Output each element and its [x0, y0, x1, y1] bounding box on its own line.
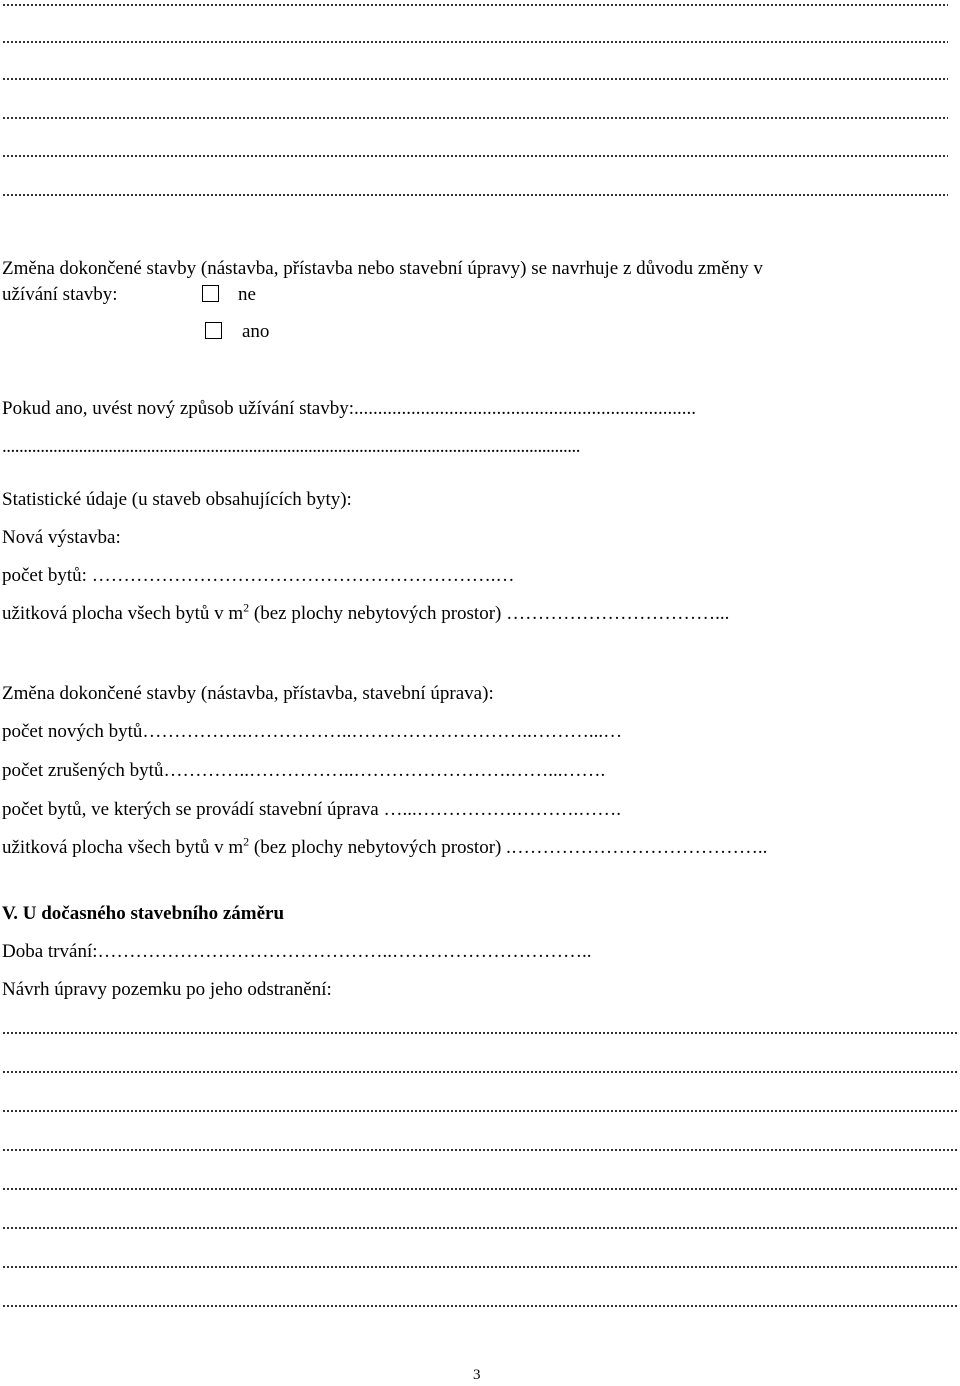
usable-area-line	[2, 600, 730, 624]
dotted-line[interactable]	[2, 1265, 958, 1269]
new-use-line	[2, 399, 696, 418]
dotted-line[interactable]	[2, 1109, 958, 1113]
temporary-heading: V. U dočasného stavebního záměru	[2, 903, 285, 924]
change-use-text-line2: užívání stavby:	[2, 284, 118, 305]
dotted-line	[2, 154, 948, 158]
duration-label: Doba trvání:	[2, 941, 98, 962]
dotted-line	[2, 3, 948, 7]
superscript-2: 2	[243, 600, 250, 615]
dotted-line[interactable]	[2, 1304, 958, 1308]
usable-area2-tail: (bez plochy nebytových prostor)	[249, 837, 502, 858]
usable-area-fill[interactable]: ……………………………...	[501, 603, 730, 624]
cancelled-flats-line	[2, 761, 605, 780]
cancelled-flats-label: počet zrušených bytů	[2, 760, 164, 781]
checkbox-ne-label: ne	[238, 284, 256, 305]
usable-area-label: užitková plocha všech bytů v m	[2, 603, 244, 624]
dotted-line[interactable]	[2, 1226, 958, 1230]
usable-area2-label: užitková plocha všech bytů v m	[2, 837, 244, 858]
change-use-text-line1: Změna dokončené stavby (nástavba, přístavba nebo stavební úpravy) se navrhuje z důvodu změny v	[2, 258, 763, 279]
modified-flats-label: počet bytů, ve kterých se provádí stavební úprava	[2, 799, 379, 820]
flats-count-label: počet bytů:	[2, 565, 87, 586]
new-use-fill[interactable]: ........................................................................	[354, 398, 696, 419]
superscript-2: 2	[243, 834, 250, 849]
checkbox-ne[interactable]	[202, 285, 219, 302]
usable-area2-fill[interactable]: .…………………………………..	[501, 837, 768, 858]
dotted-line[interactable]	[2, 1187, 958, 1191]
page-number: 3	[473, 1367, 481, 1383]
checkbox-ano[interactable]	[205, 322, 222, 339]
new-flats-line	[2, 722, 622, 741]
statistics-heading: Statistické údaje (u staveb obsahujících byty):	[2, 489, 352, 510]
flats-count-fill[interactable]: ……………………………………………………….…	[91, 565, 515, 586]
dotted-line	[2, 193, 948, 197]
usable-area-tail: (bez plochy nebytových prostor)	[249, 603, 502, 624]
new-build-label: Nová výstavba:	[2, 527, 121, 548]
dotted-line	[2, 40, 948, 44]
modified-flats-fill[interactable]: …...…………….……….…….	[378, 799, 621, 820]
change-heading: Změna dokončené stavby (nástavba, přístavba, stavební úprava):	[2, 683, 494, 704]
duration-line	[2, 942, 592, 961]
duration-fill[interactable]: ………………………………………..…………………………..	[97, 941, 592, 962]
usable-area2-line	[2, 834, 768, 858]
dotted-line[interactable]	[2, 1031, 958, 1035]
dotted-line[interactable]	[2, 1148, 958, 1152]
new-flats-fill[interactable]: ……………..……………..………………………..………...…	[142, 721, 623, 742]
modified-flats-line	[2, 800, 621, 819]
new-use-label: Pokud ano, uvést nový způsob užívání stavby:	[2, 398, 354, 419]
checkbox-ano-label: ano	[242, 321, 270, 342]
new-use-fill-line2[interactable]: ........................................................................................................................................	[2, 436, 580, 457]
flats-count-line	[2, 566, 514, 585]
new-flats-label: počet nových bytů	[2, 721, 143, 742]
land-adjustment-label: Návrh úpravy pozemku po jeho odstranění:	[2, 979, 332, 1000]
cancelled-flats-fill[interactable]: …………..……………..…………………….……...…….	[163, 760, 606, 781]
dotted-line	[2, 116, 948, 120]
dotted-line	[2, 77, 948, 81]
dotted-line[interactable]	[2, 1070, 958, 1074]
